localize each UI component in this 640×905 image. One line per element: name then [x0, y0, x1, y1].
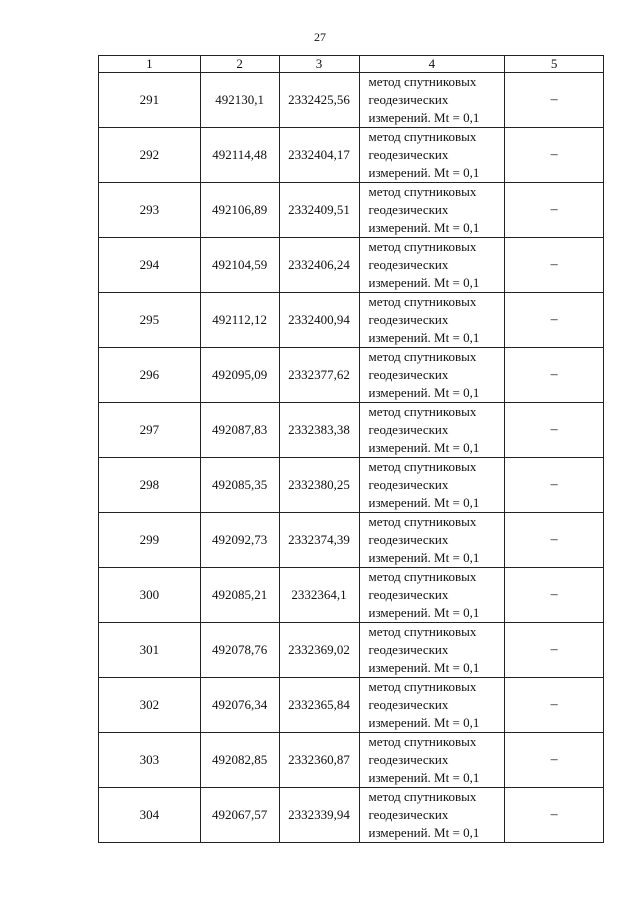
y-coordinate-cell: 2332377,62 — [279, 348, 359, 403]
method-line: геодезических — [368, 587, 449, 602]
x-coordinate-cell: 492106,89 — [200, 183, 279, 238]
y-coordinate-cell: 2332360,87 — [279, 733, 359, 788]
method-line: метод спутниковых — [368, 459, 477, 474]
y-coordinate-cell: 2332364,1 — [279, 568, 359, 623]
method-cell — [359, 403, 505, 458]
method-line: геодезических — [368, 202, 449, 217]
method-line: метод спутниковых — [368, 129, 477, 144]
x-coordinate-cell: 492114,48 — [200, 128, 279, 183]
x-coordinate-cell: 492087,83 — [200, 403, 279, 458]
y-coordinate-cell: 2332383,38 — [279, 403, 359, 458]
method-line: измерений. Mt = 0,1 — [368, 330, 480, 345]
note-cell: – — [505, 568, 604, 623]
y-coordinate-cell: 2332374,39 — [279, 513, 359, 568]
coordinates-table — [98, 55, 604, 843]
method-line: измерений. Mt = 0,1 — [368, 825, 480, 840]
point-number-cell: 301 — [99, 623, 201, 678]
table-row — [99, 348, 604, 403]
method-line: метод спутниковых — [368, 569, 477, 584]
note-cell: – — [505, 678, 604, 733]
method-cell — [359, 623, 505, 678]
table-header-row — [99, 56, 604, 73]
method-line: измерений. Mt = 0,1 — [368, 715, 480, 730]
method-line: геодезических — [368, 642, 449, 657]
table-row — [99, 568, 604, 623]
column-header: 5 — [505, 56, 604, 73]
y-coordinate-cell: 2332369,02 — [279, 623, 359, 678]
method-cell — [359, 183, 505, 238]
point-number-cell: 291 — [99, 73, 201, 128]
method-line: измерений. Mt = 0,1 — [368, 605, 480, 620]
table-row — [99, 128, 604, 183]
method-line: измерений. Mt = 0,1 — [368, 660, 480, 675]
x-coordinate-cell: 492092,73 — [200, 513, 279, 568]
method-cell — [359, 293, 505, 348]
column-header: 3 — [279, 56, 359, 73]
method-cell — [359, 238, 505, 293]
table-row — [99, 458, 604, 513]
point-number-cell: 293 — [99, 183, 201, 238]
y-coordinate-cell: 2332425,56 — [279, 73, 359, 128]
method-line: геодезических — [368, 422, 449, 437]
column-header: 2 — [200, 56, 279, 73]
method-line: геодезических — [368, 532, 449, 547]
point-number-cell: 297 — [99, 403, 201, 458]
table-row — [99, 73, 604, 128]
point-number-cell: 298 — [99, 458, 201, 513]
table-row — [99, 238, 604, 293]
method-cell — [359, 513, 505, 568]
x-coordinate-cell: 492082,85 — [200, 733, 279, 788]
point-number-cell: 299 — [99, 513, 201, 568]
column-header: 4 — [359, 56, 505, 73]
method-line: геодезических — [368, 477, 449, 492]
method-line: метод спутниковых — [368, 404, 477, 419]
y-coordinate-cell: 2332400,94 — [279, 293, 359, 348]
y-coordinate-cell: 2332380,25 — [279, 458, 359, 513]
method-cell — [359, 73, 505, 128]
x-coordinate-cell: 492078,76 — [200, 623, 279, 678]
method-line: измерений. Mt = 0,1 — [368, 165, 480, 180]
method-cell — [359, 568, 505, 623]
method-line: измерений. Mt = 0,1 — [368, 385, 480, 400]
method-line: метод спутниковых — [368, 239, 477, 254]
note-cell: – — [505, 513, 604, 568]
method-line: метод спутниковых — [368, 734, 477, 749]
method-line: геодезических — [368, 92, 449, 107]
x-coordinate-cell: 492067,57 — [200, 788, 279, 843]
table-row — [99, 513, 604, 568]
table-row — [99, 733, 604, 788]
note-cell: – — [505, 348, 604, 403]
method-line: метод спутниковых — [368, 294, 477, 309]
method-line: геодезических — [368, 147, 449, 162]
method-line: геодезических — [368, 367, 449, 382]
note-cell: – — [505, 73, 604, 128]
table-row — [99, 403, 604, 458]
point-number-cell: 304 — [99, 788, 201, 843]
point-number-cell: 292 — [99, 128, 201, 183]
y-coordinate-cell: 2332406,24 — [279, 238, 359, 293]
method-line: измерений. Mt = 0,1 — [368, 495, 480, 510]
method-line: измерений. Mt = 0,1 — [368, 275, 480, 290]
method-cell — [359, 458, 505, 513]
point-number-cell: 296 — [99, 348, 201, 403]
method-line: метод спутниковых — [368, 74, 477, 89]
point-number-cell: 294 — [99, 238, 201, 293]
point-number-cell: 302 — [99, 678, 201, 733]
method-cell — [359, 678, 505, 733]
method-line: измерений. Mt = 0,1 — [368, 770, 480, 785]
method-line: метод спутниковых — [368, 624, 477, 639]
y-coordinate-cell: 2332404,17 — [279, 128, 359, 183]
x-coordinate-cell: 492076,34 — [200, 678, 279, 733]
note-cell: – — [505, 238, 604, 293]
method-cell — [359, 128, 505, 183]
point-number-cell: 303 — [99, 733, 201, 788]
note-cell: – — [505, 183, 604, 238]
method-line: измерений. Mt = 0,1 — [368, 220, 480, 235]
point-number-cell: 295 — [99, 293, 201, 348]
y-coordinate-cell: 2332339,94 — [279, 788, 359, 843]
y-coordinate-cell: 2332409,51 — [279, 183, 359, 238]
table-body — [99, 73, 604, 843]
method-line: измерений. Mt = 0,1 — [368, 550, 480, 565]
x-coordinate-cell: 492085,21 — [200, 568, 279, 623]
note-cell: – — [505, 623, 604, 678]
method-line: геодезических — [368, 697, 449, 712]
method-cell — [359, 733, 505, 788]
method-line: геодезических — [368, 312, 449, 327]
note-cell: – — [505, 293, 604, 348]
method-line: метод спутниковых — [368, 349, 477, 364]
point-number-cell: 300 — [99, 568, 201, 623]
x-coordinate-cell: 492130,1 — [200, 73, 279, 128]
table-row — [99, 678, 604, 733]
x-coordinate-cell: 492112,12 — [200, 293, 279, 348]
x-coordinate-cell: 492085,35 — [200, 458, 279, 513]
method-line: метод спутниковых — [368, 184, 477, 199]
method-cell — [359, 788, 505, 843]
table-row — [99, 623, 604, 678]
method-line: метод спутниковых — [368, 679, 477, 694]
x-coordinate-cell: 492095,09 — [200, 348, 279, 403]
method-line: измерений. Mt = 0,1 — [368, 110, 480, 125]
method-line: метод спутниковых — [368, 514, 477, 529]
method-line: геодезических — [368, 807, 449, 822]
method-line: геодезических — [368, 257, 449, 272]
note-cell: – — [505, 788, 604, 843]
table-row — [99, 788, 604, 843]
table-row — [99, 183, 604, 238]
method-line: измерений. Mt = 0,1 — [368, 440, 480, 455]
page-number: 27 — [314, 30, 326, 44]
note-cell: – — [505, 458, 604, 513]
table-row — [99, 293, 604, 348]
x-coordinate-cell: 492104,59 — [200, 238, 279, 293]
note-cell: – — [505, 733, 604, 788]
method-line: геодезических — [368, 752, 449, 767]
method-cell — [359, 348, 505, 403]
note-cell: – — [505, 128, 604, 183]
note-cell: – — [505, 403, 604, 458]
method-line: метод спутниковых — [368, 789, 477, 804]
column-header: 1 — [99, 56, 201, 73]
y-coordinate-cell: 2332365,84 — [279, 678, 359, 733]
